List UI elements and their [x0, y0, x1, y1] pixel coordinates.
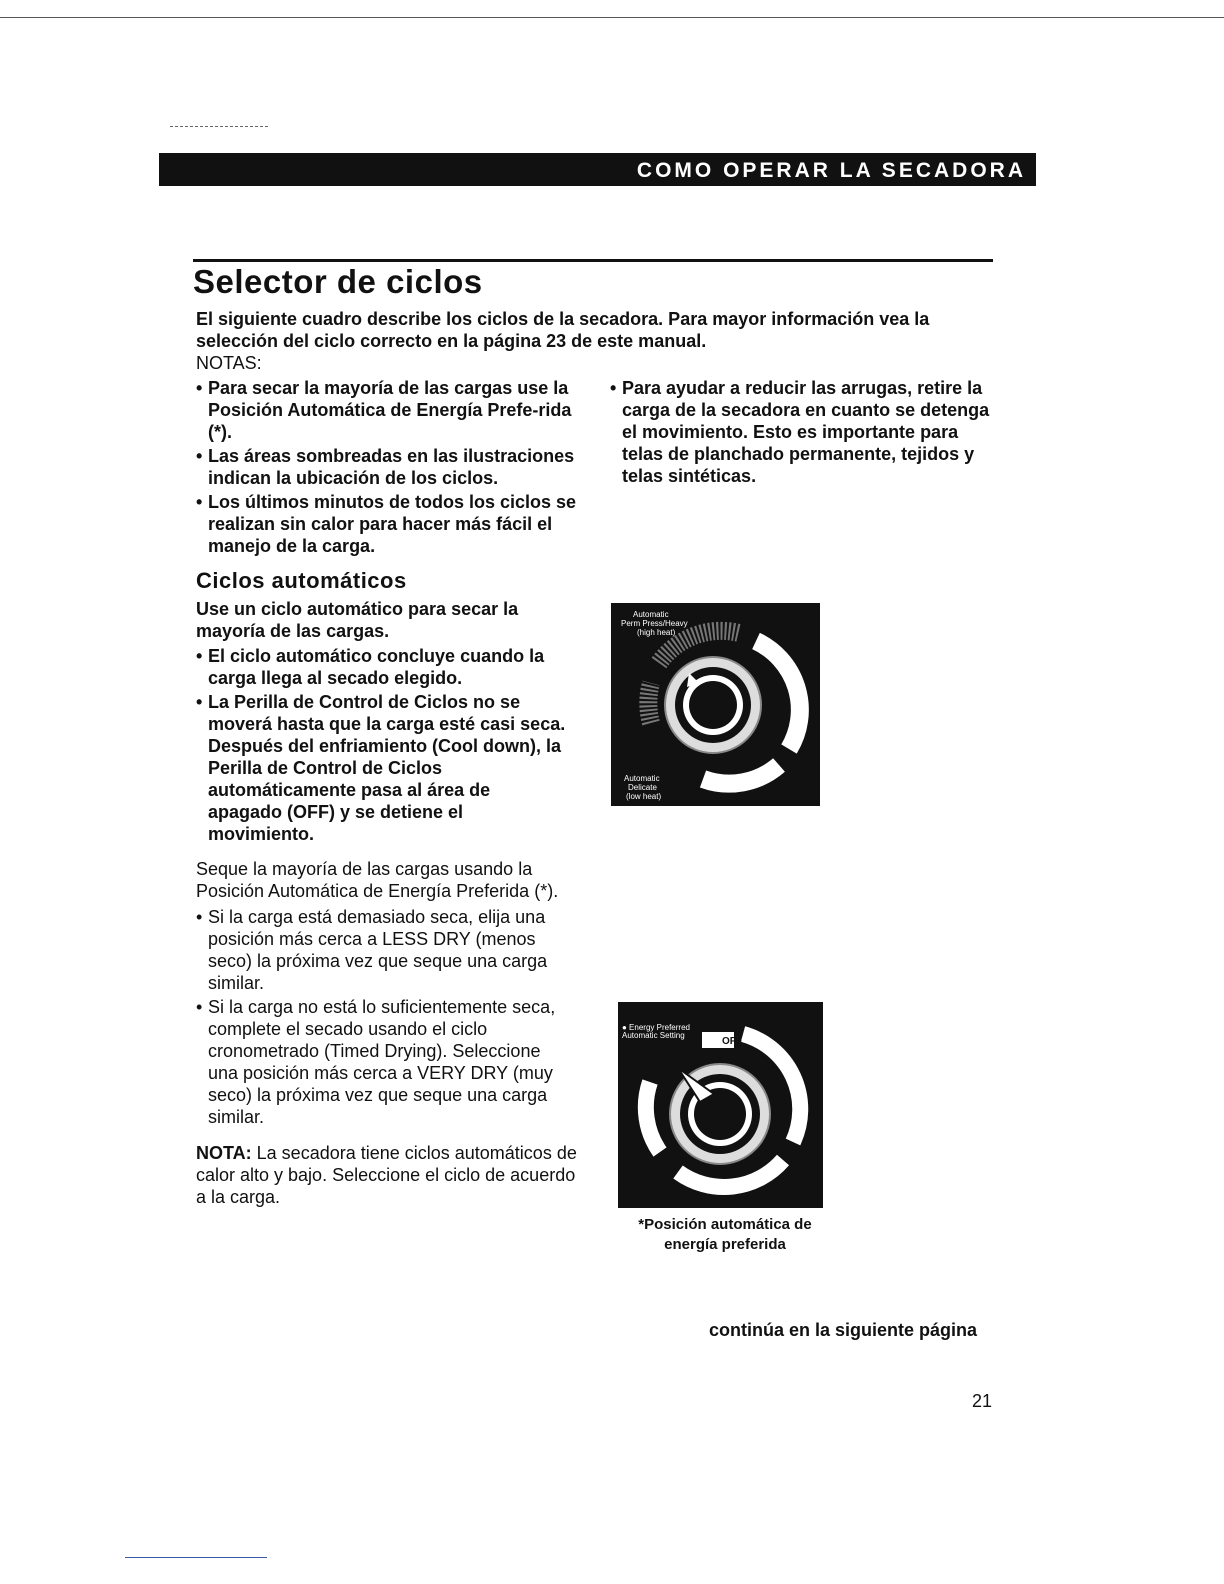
page-title: Selector de ciclos	[193, 263, 483, 300]
list-item: • Si la carga está demasiado seca, elija una posición más cerca a LESS DRY (menos seco) la próxima vez que seque una carga similar.	[196, 907, 548, 993]
list-item: • Si la carga no está lo suficientemente seca, complete el secado usando el ciclo cronometrado (Timed Drying). Seleccione una posición más cerca a VERY DRY (muy seco) la próxima vez que seque una carga similar.	[196, 997, 556, 1127]
auto-note	[196, 1142, 584, 1208]
title-rule	[193, 259, 993, 262]
list-item: • El ciclo automático concluye cuando la carga llega al secado elegido.	[196, 646, 545, 688]
notes-left-list	[196, 377, 586, 557]
bullet-icon: •	[610, 378, 617, 398]
section-banner: COMO OPERAR LA SECADORA	[159, 153, 1036, 186]
caption-line-2: energía preferida	[664, 1236, 786, 1253]
bullet-icon: •	[196, 997, 203, 1017]
cycle-dial-illustration-2	[618, 1002, 823, 1208]
figure-caption	[612, 1215, 838, 1255]
dial-1-drawing	[611, 603, 820, 806]
dial-2-drawing	[618, 1002, 823, 1208]
dial1-bottom-label-1: Automatic	[624, 774, 660, 783]
dial1-top-label-2: Perm Press/Heavy	[621, 619, 688, 628]
bullet-icon: •	[196, 692, 203, 712]
subsection-lead: Use un ciclo automático para secar la mayoría de las cargas.	[196, 599, 519, 641]
list-item: • La Perilla de Control de Ciclos no se moverá hasta que la carga esté casi seca. Después del enfriamiento (Cool down), la Perilla de Control de Ciclos automáticamente pasa al área de apagado (OFF) y se detiene el movimiento.	[196, 692, 566, 844]
auto-bullets-a	[196, 645, 566, 845]
subsection-heading: Ciclos automáticos	[196, 568, 407, 593]
continued-note: continúa en la siguiente página	[709, 1320, 978, 1340]
bullet-icon: •	[196, 907, 203, 927]
dial1-top-label-3: (high heat)	[637, 628, 676, 637]
bullet-icon: •	[196, 378, 203, 398]
bullet-icon: •	[196, 492, 203, 512]
caption-line-1: *Posición automática de	[638, 1216, 812, 1233]
cycle-dial-illustration-1	[611, 603, 820, 806]
bullet-icon: •	[196, 646, 203, 666]
dial2-label-1: ● Energy Preferred	[622, 1023, 690, 1032]
dial1-bottom-label-2: Delicate	[628, 783, 657, 792]
dial1-top-label-1: Automatic	[633, 610, 669, 619]
note-text: La secadora tiene ciclos automáticos de calor alto y bajo. Seleccione el ciclo de acuerdo a la carga.	[196, 1143, 577, 1207]
list-item: • Los últimos minutos de todos los ciclos se realizan sin calor para hacer más fácil el manejo de la carga.	[196, 492, 577, 556]
page-number: 21	[972, 1391, 993, 1411]
dial2-label-2: Automatic Setting	[622, 1031, 685, 1040]
notes-label: NOTAS:	[196, 353, 262, 373]
list-item: • Las áreas sombreadas en las ilustraciones indican la ubicación de los ciclos.	[196, 446, 575, 488]
top-dash-rule	[170, 126, 268, 127]
top-rule	[0, 17, 1224, 18]
auto-paragraph: Seque la mayoría de las cargas usando la Posición Automática de Energía Preferida (*).	[196, 859, 559, 901]
list-item: • Para ayudar a reducir las arrugas, retire la carga de la secadora en cuanto se detenga el movimiento. Esto es importante para telas de planchado permanente, tejidos y telas sintéticas.	[610, 378, 990, 486]
bullet-icon: •	[196, 446, 203, 466]
list-item: • Para secar la mayoría de las cargas use la Posición Automática de Energía Prefe-rida (*).	[196, 378, 572, 442]
bottom-rule	[125, 1557, 267, 1558]
intro-paragraph: El siguiente cuadro describe los ciclos de la secadora. Para mayor información vea la selección del ciclo correcto en la página 23 de este manual.	[196, 309, 930, 351]
dial2-off-label: OFF	[722, 1036, 742, 1047]
dial1-bottom-label-3: (low heat)	[626, 792, 662, 801]
auto-bullets-b	[196, 906, 568, 1128]
notes-right-list	[610, 377, 995, 487]
note-label: NOTA:	[196, 1143, 252, 1163]
